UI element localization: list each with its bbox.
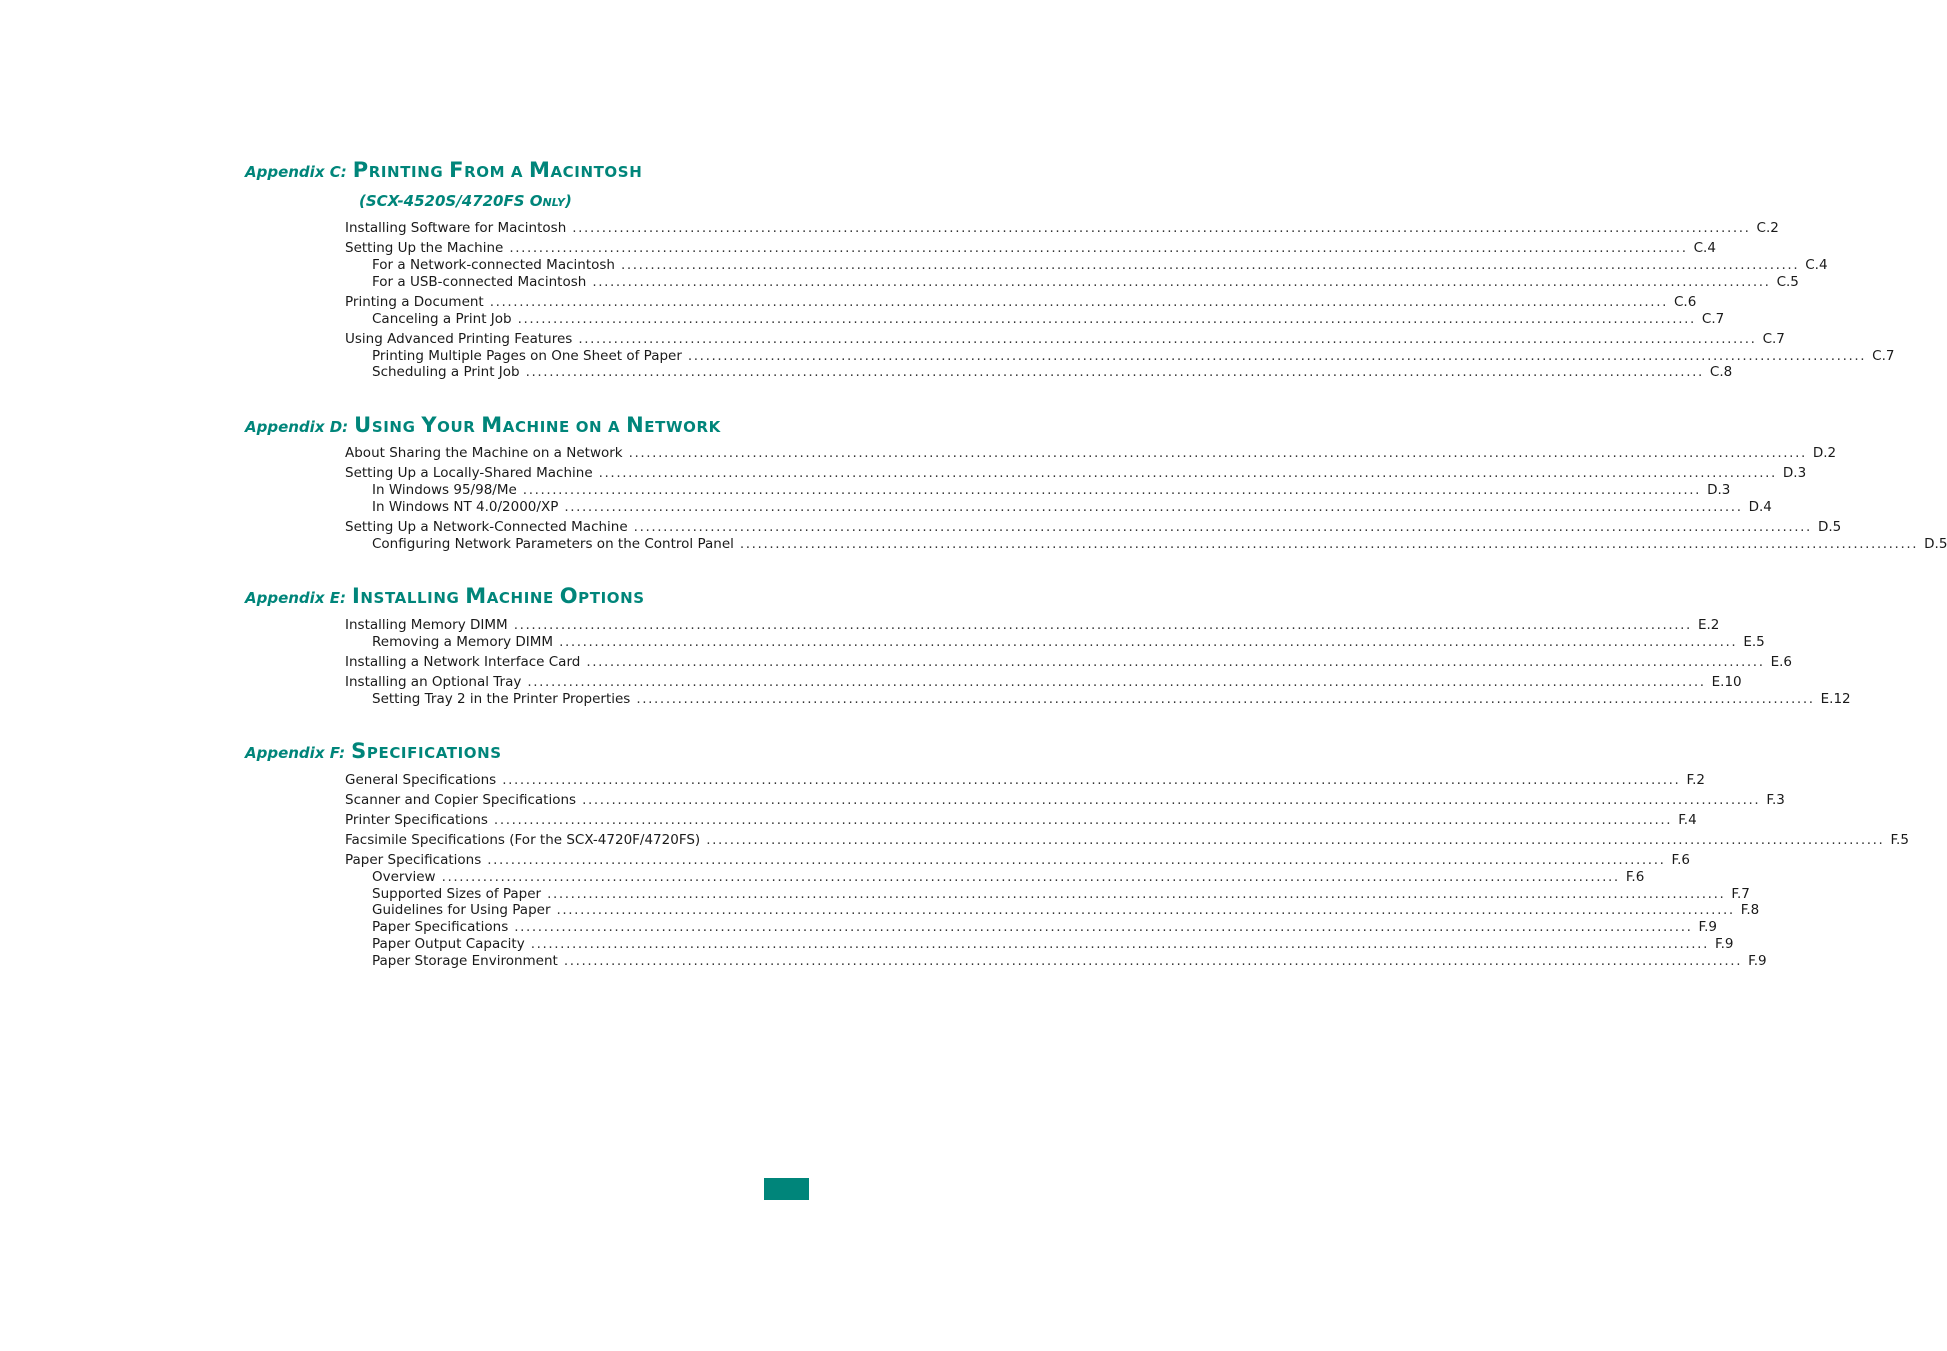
appendix-heading [245, 413, 721, 437]
toc-entry-page: C.4 [1693, 240, 1716, 256]
toc-entry-page: C.4 [1805, 257, 1828, 273]
toc-entry-label: About Sharing the Machine on a Network [345, 445, 623, 461]
toc-entry[interactable] [372, 536, 1947, 553]
toc-entry-page: F.8 [1740, 902, 1760, 918]
toc-entry-label: Installing Software for Macintosh [345, 220, 567, 236]
dot-leader: ........................................................................................................................................................................................................ [527, 674, 1706, 690]
dot-leader: ........................................................................................................................................................................................................ [706, 832, 1885, 848]
toc-entry-label: Setting Tray 2 in the Printer Properties [372, 691, 631, 707]
toc-entry[interactable] [345, 445, 1837, 462]
appendix-title: INSTALLING MACHINE OPTIONS [351, 584, 645, 608]
dot-leader: ........................................................................................................................................................................................................ [525, 364, 1704, 380]
dot-leader: ........................................................................................................................................................................................................ [582, 792, 1761, 808]
toc-entry[interactable] [372, 311, 1725, 328]
dot-leader: ........................................................................................................................................................................................................ [487, 852, 1666, 868]
toc-entry[interactable] [372, 886, 1750, 903]
dot-leader: ........................................................................................................................................................................................................ [586, 654, 1765, 670]
toc-entry-page: F.6 [1625, 869, 1645, 885]
toc-entry[interactable] [345, 519, 1842, 536]
toc-entry-label: Overview [372, 869, 436, 885]
dot-leader: ........................................................................................................................................................................................................ [514, 919, 1693, 935]
toc-entry-label: Guidelines for Using Paper [372, 902, 551, 918]
dot-leader: ........................................................................................................................................................................................................ [530, 936, 1709, 952]
toc-entry-label: Setting Up a Locally-Shared Machine [345, 465, 593, 481]
appendix-title: PRINTING FROM A MACINTOSH [352, 158, 643, 182]
toc-entry-label: Printing a Document [345, 294, 484, 310]
toc-entry[interactable] [345, 465, 1807, 482]
toc-entry[interactable] [372, 482, 1731, 499]
toc-entry[interactable] [345, 852, 1690, 869]
toc-entry-page: F.9 [1714, 936, 1734, 952]
toc-entry[interactable] [345, 220, 1779, 237]
dot-leader: ........................................................................................................................................................................................................ [598, 465, 1777, 481]
toc-entry-page: D.5 [1817, 519, 1842, 535]
toc-entry-label: Printing Multiple Pages on One Sheet of Paper [372, 348, 682, 364]
toc-entry-page: C.8 [1709, 364, 1733, 380]
toc-entry-label: Installing Memory DIMM [345, 617, 508, 633]
toc-entry-label: Paper Specifications [345, 852, 482, 868]
toc-entry[interactable] [372, 634, 1765, 651]
toc-entry-label: Paper Storage Environment [372, 953, 558, 969]
dot-leader: ........................................................................................................................................................................................................ [522, 482, 1702, 498]
toc-entry[interactable] [372, 499, 1772, 516]
toc-entry-label: Setting Up a Network-Connected Machine [345, 519, 628, 535]
toc-entry-page: C.2 [1756, 220, 1779, 236]
dot-leader: ........................................................................................................................................................................................................ [517, 311, 1696, 327]
toc-entry[interactable] [345, 654, 1793, 671]
toc-entry[interactable] [345, 792, 1785, 809]
dot-leader: ........................................................................................................................................................................................................ [628, 445, 1807, 461]
toc-entry-label: Installing an Optional Tray [345, 674, 522, 690]
toc-entry-page: C.7 [1762, 331, 1785, 347]
dot-leader: ........................................................................................................................................................................................................ [739, 536, 1919, 552]
toc-entry-page: E.2 [1697, 617, 1720, 633]
toc-entry-page: F.5 [1890, 832, 1909, 848]
dot-leader: ........................................................................................................................................................................................................ [578, 331, 1757, 347]
appendix-title: USING YOUR MACHINE ON A NETWORK [354, 413, 721, 437]
toc-entry[interactable] [345, 240, 1716, 257]
toc-entry-label: Scheduling a Print Job [372, 364, 520, 380]
toc-entry-page: D.3 [1707, 482, 1731, 498]
toc-entry-label: Installing a Network Interface Card [345, 654, 581, 670]
toc-entry-label: Facsimile Specifications (For the SCX-4720F/4720FS) [345, 832, 701, 848]
toc-entry-page: D.2 [1812, 445, 1837, 461]
toc-entry[interactable] [345, 812, 1697, 829]
appendix-subtitle: (SCX-4520S/4720FS Only) [359, 192, 572, 210]
dot-leader: ........................................................................................................................................................................................................ [564, 499, 1743, 515]
toc-entry-label: Paper Output Capacity [372, 936, 525, 952]
toc-entry-label: Canceling a Print Job [372, 311, 512, 327]
toc-entry-label: General Specifications [345, 772, 497, 788]
dot-leader: ........................................................................................................................................................................................................ [556, 902, 1735, 918]
toc-entry-page: F.6 [1671, 852, 1690, 868]
toc-entry-page: D.5 [1924, 536, 1947, 552]
page-tab-marker [764, 1178, 809, 1200]
toc-entry-page: E.6 [1770, 654, 1793, 670]
toc-entry-page: D.3 [1782, 465, 1807, 481]
toc-entry[interactable] [345, 294, 1697, 311]
toc-entry-page: F.4 [1678, 812, 1697, 828]
toc-entry[interactable] [345, 331, 1785, 348]
toc-entry-label: For a USB-connected Macintosh [372, 274, 587, 290]
dot-leader: ........................................................................................................................................................................................................ [489, 294, 1668, 310]
toc-entry-page: C.6 [1674, 294, 1697, 310]
toc-entry[interactable] [372, 936, 1734, 953]
toc-entry-label: Configuring Network Parameters on the Control Panel [372, 536, 734, 552]
dot-leader: ........................................................................................................................................................................................................ [592, 274, 1771, 290]
toc-entry[interactable] [372, 869, 1645, 886]
toc-entry-page: E.12 [1820, 691, 1851, 707]
dot-leader: ........................................................................................................................................................................................................ [493, 812, 1673, 828]
toc-entry[interactable] [372, 257, 1828, 274]
toc-entry[interactable] [345, 832, 1909, 849]
toc-entry[interactable] [372, 274, 1799, 291]
dot-leader: ........................................................................................................................................................................................................ [547, 886, 1726, 902]
appendix-heading [245, 584, 645, 608]
toc-entry-page: F.7 [1731, 886, 1750, 902]
toc-entry-label: Scanner and Copier Specifications [345, 792, 577, 808]
appendix-label: Appendix D: [245, 418, 349, 436]
toc-entry-label: Printer Specifications [345, 812, 488, 828]
dot-leader: ........................................................................................................................................................................................................ [441, 869, 1620, 885]
toc-entry-page: C.5 [1776, 274, 1799, 290]
dot-leader: ........................................................................................................................................................................................................ [620, 257, 1800, 273]
appendix-heading [245, 158, 642, 182]
appendix-label: Appendix C: [245, 163, 347, 181]
toc-entry[interactable] [345, 674, 1742, 691]
appendix-label: Appendix E: [245, 589, 346, 607]
toc-entry[interactable] [372, 364, 1733, 381]
dot-leader: ........................................................................................................................................................................................................ [687, 348, 1867, 364]
toc-entry-page: C.7 [1872, 348, 1895, 364]
appendix-title: SPECIFICATIONS [351, 739, 502, 763]
appendix-label: Appendix F: [245, 744, 346, 762]
toc-entry-label: For a Network-connected Macintosh [372, 257, 615, 273]
toc-entry-page: F.2 [1686, 772, 1705, 788]
toc-entry[interactable] [345, 617, 1720, 634]
dot-leader: ........................................................................................................................................................................................................ [572, 220, 1751, 236]
toc-entry-page: F.9 [1698, 919, 1717, 935]
toc-entry-label: In Windows NT 4.0/2000/XP [372, 499, 559, 515]
dot-leader: ........................................................................................................................................................................................................ [633, 519, 1812, 535]
toc-entry-page: D.4 [1748, 499, 1772, 515]
toc-entry-page: F.3 [1766, 792, 1785, 808]
toc-entry[interactable] [372, 691, 1851, 708]
dot-leader: ........................................................................................................................................................................................................ [563, 953, 1743, 969]
dot-leader: ........................................................................................................................................................................................................ [636, 691, 1815, 707]
toc-entry-label: Setting Up the Machine [345, 240, 504, 256]
dot-leader: ........................................................................................................................................................................................................ [513, 617, 1692, 633]
toc-entry-label: Paper Specifications [372, 919, 509, 935]
toc-entry[interactable] [372, 953, 1767, 970]
toc-entry-page: F.9 [1748, 953, 1767, 969]
toc-entry-label: Using Advanced Printing Features [345, 331, 573, 347]
toc-entry-page: E.10 [1711, 674, 1742, 690]
toc-entry-label: Supported Sizes of Paper [372, 886, 542, 902]
toc-entry[interactable] [345, 772, 1705, 789]
toc-entry-page: C.7 [1701, 311, 1725, 327]
toc-entry-page: E.5 [1743, 634, 1765, 650]
dot-leader: ........................................................................................................................................................................................................ [559, 634, 1738, 650]
dot-leader: ........................................................................................................................................................................................................ [502, 772, 1681, 788]
toc-entry[interactable] [372, 919, 1717, 936]
toc-entry-label: Removing a Memory DIMM [372, 634, 554, 650]
appendix-heading [245, 739, 502, 763]
toc-entry-label: In Windows 95/98/Me [372, 482, 517, 498]
dot-leader: ........................................................................................................................................................................................................ [509, 240, 1688, 256]
toc-entry[interactable] [372, 902, 1760, 919]
toc-entry[interactable] [372, 348, 1895, 365]
